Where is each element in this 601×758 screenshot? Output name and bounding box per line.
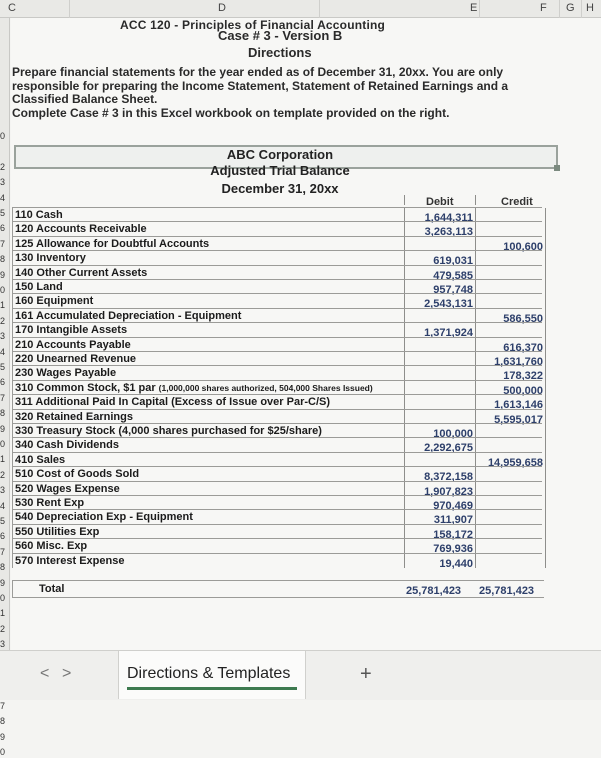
row-number[interactable]: 7 [0,700,6,711]
sheet-tab-directions[interactable] [118,651,306,699]
account-name [12,266,404,280]
row-number[interactable]: 4 [0,500,6,511]
table-row[interactable] [12,322,542,340]
row-number[interactable]: 3 [0,639,6,650]
company-name: ABC Corporation [226,147,334,162]
credit-amount: 500,000 [503,384,543,397]
account-name [12,525,404,539]
debit-amount: 158,172 [433,528,473,541]
column-letter: H [586,2,594,14]
credit-cell[interactable] [476,510,546,524]
directions-text: Prepare financial statements for the year ended as of December 31, 20xx. You are only responsible for preparing the Income Statement, Statement of Retained Earnings and a Classified Balance Sheet. [12,65,509,106]
directions-text-2: Complete Case # 3 in this Excel workbook on template provided on the right. [12,105,450,120]
row-number[interactable]: 7 [0,238,6,249]
debit-cell[interactable] [404,410,476,424]
debit-amount: 2,292,675 [424,442,473,455]
account-name [12,410,404,424]
row-number[interactable]: 9 [0,269,6,280]
table-row[interactable] [12,466,542,484]
row-number[interactable]: 6 [0,377,6,388]
credit-amount: 5,595,017 [494,413,543,426]
row-number[interactable]: 4 [0,192,6,203]
next-sheet-button[interactable]: > [62,665,72,682]
debit-amount: 1,644,311 [424,212,473,224]
total-label: Total [39,583,65,595]
account-name-text: 320 Retained Earnings [15,410,133,423]
row-number[interactable]: 1 [0,454,6,465]
account-name [12,395,404,409]
debit-cell[interactable] [404,381,476,395]
debit-amount: 1,371,924 [424,327,473,340]
table-row[interactable] [12,337,543,354]
account-name-text: 330 Treasury Stock (4,000 shares purchased for $25/share) [15,425,322,437]
account-name-text: 340 Cash Dividends [15,439,119,452]
credit-amount: 586,550 [503,312,543,325]
row-number[interactable]: 0 [0,439,6,449]
debit-amount: 2,543,131 [424,298,473,311]
debit-amount: 100,000 [433,428,473,440]
row-number[interactable]: 2 [0,469,6,480]
credit-amount: 1,613,146 [494,399,543,412]
debit-amount: 1,907,823 [424,485,473,498]
account-name [12,554,404,568]
table-row[interactable] [12,293,542,311]
table-row[interactable] [12,481,542,498]
credit-cell[interactable] [476,208,546,222]
account-name [12,208,404,222]
account-name [12,438,404,452]
account-name [12,496,404,510]
column-header-e[interactable] [320,0,480,18]
account-name-text: 120 Accounts Receivable [15,223,147,236]
account-name [12,381,404,395]
table-row[interactable] [12,351,543,368]
row-number[interactable]: 7 [0,392,6,403]
table-row[interactable] [12,538,542,556]
column-header-g[interactable] [560,0,582,18]
account-name [12,482,404,496]
debit-cell[interactable] [404,309,476,323]
active-tab-indicator [127,687,297,690]
row-number[interactable]: 0 [0,131,6,141]
row-number[interactable]: 2 [0,315,6,326]
row-number[interactable]: 5 [0,208,6,218]
account-name [12,323,404,337]
row-number[interactable]: 9 [0,731,6,742]
statement-date: December 31, 20xx [221,181,339,196]
account-name [12,309,404,323]
credit-cell[interactable] [476,438,546,452]
account-name-text: 220 Unearned Revenue [15,353,137,365]
row-number[interactable]: 5 [0,362,6,372]
credit-cell[interactable] [476,554,546,568]
debit-cell[interactable] [404,338,476,352]
previous-sheet-button[interactable]: < [40,665,50,682]
account-name [12,366,404,380]
table-row[interactable] [12,279,542,296]
column-header-bar [0,0,601,18]
debit-cell[interactable] [404,395,476,409]
account-name-text: 311 Additional Paid In Capital (Excess of Issue over Par-C/S) [15,396,331,409]
row-number[interactable]: 3 [0,177,6,188]
account-name-text: 530 Rent Exp [15,497,85,509]
table-row[interactable] [12,437,542,455]
account-name-text: 110 Cash [15,209,63,221]
debit-amount: 769,936 [433,543,473,556]
credit-cell[interactable] [476,222,546,236]
credit-amount: 100,600 [503,240,543,253]
debit-amount: 3,263,113 [424,226,473,239]
case-title: Case # 3 - Version B [218,28,343,43]
row-number[interactable]: 3 [0,331,6,342]
debit-cell[interactable] [404,352,476,366]
column-letter: C [8,2,16,14]
debit-amount: 311,907 [433,514,473,527]
account-name [12,294,404,308]
row-number[interactable]: 8 [0,254,6,265]
debit-cell[interactable] [404,237,476,251]
table-row[interactable] [12,553,542,570]
row-number[interactable]: 0 [0,747,6,757]
table-row[interactable] [12,495,542,512]
course-title: ACC 120 - Principles of Financial Accounting [120,18,386,32]
account-name-text: 410 Sales [15,453,66,466]
column-header-d[interactable] [70,0,320,18]
account-name [12,237,404,251]
total-credit: 25,781,423 [479,585,535,597]
account-name-text: 170 Intangible Assets [15,324,128,337]
row-number[interactable]: 1 [0,608,6,619]
table-row[interactable] [12,524,542,541]
row-number[interactable]: 3 [0,485,6,496]
credit-cell[interactable] [476,467,546,481]
credit-cell[interactable] [476,482,546,496]
column-letter: G [566,2,575,14]
column-header-h[interactable] [582,0,601,18]
row-number[interactable]: 0 [0,285,6,295]
directions-paragraph [12,66,552,120]
account-name-text: 560 Misc. Exp [15,540,88,553]
row-number[interactable]: 0 [0,593,6,603]
account-name-text: 130 Inventory [15,252,86,265]
table-row[interactable] [12,380,543,397]
table-row[interactable] [12,509,542,527]
table-row[interactable] [12,409,543,426]
credit-cell[interactable] [476,294,546,308]
credit-cell[interactable] [476,539,546,553]
credit-cell[interactable] [476,525,546,539]
row-number[interactable]: 7 [0,546,6,557]
table-row[interactable] [12,365,543,383]
account-name-text: 550 Utilities Exp [15,525,100,538]
table-row[interactable] [12,265,542,282]
row-number[interactable]: 6 [0,223,6,234]
account-note: (1,000,000 shares authorized, 504,000 Shares Issued) [158,382,373,393]
row-number[interactable]: 1 [0,300,6,311]
statement-title: Adjusted Trial Balance [210,163,350,178]
credit-amount: 14,959,658 [487,456,543,469]
account-name-text: 140 Other Current Assets [15,266,148,279]
account-name [12,510,404,524]
total-row [12,580,544,598]
debit-amount: 970,469 [433,500,473,512]
account-name-text: 520 Wages Expense [15,482,120,495]
row-number[interactable]: 9 [0,577,6,588]
account-name [12,352,404,366]
directions-title: Directions [248,45,312,60]
credit-header: Credit [501,196,533,208]
column-letter: D [218,2,226,14]
credit-amount: 178,322 [503,370,543,383]
debit-amount: 957,748 [433,284,473,296]
account-name-text: 570 Interest Expense [15,554,125,567]
debit-amount: 479,585 [433,269,473,282]
row-number[interactable]: 9 [0,423,6,434]
debit-amount: 19,440 [439,557,473,570]
account-name-text: 160 Equipment [15,295,94,308]
account-name-text: 125 Allowance for Doubtful Accounts [15,237,210,250]
credit-cell[interactable] [476,323,546,337]
table-row[interactable] [12,452,543,469]
total-debit: 25,781,423 [406,585,462,597]
account-name [12,424,404,438]
row-number[interactable]: 8 [0,408,6,419]
row-number[interactable]: 8 [0,716,6,727]
account-name-text: 210 Accounts Payable [15,338,131,351]
column-letter: F [540,2,547,14]
column-letter: E [470,2,478,14]
account-name-text: 230 Wages Payable [15,367,117,380]
row-number[interactable]: 5 [0,516,6,526]
credit-cell[interactable] [476,424,546,438]
row-number[interactable]: 8 [0,562,6,573]
row-number[interactable]: 2 [0,161,6,172]
debit-cell[interactable] [404,453,476,467]
table-row[interactable] [12,221,542,239]
debit-header: Debit [426,196,454,208]
sheet-tab-bar [0,650,601,700]
row-number-strip [0,18,10,757]
table-row[interactable] [12,236,543,253]
debit-amount: 8,372,158 [424,471,473,484]
account-name [12,338,404,352]
debit-amount: 619,031 [433,255,473,268]
credit-amount: 1,631,760 [494,356,543,368]
account-name [12,280,404,294]
row-number[interactable]: 6 [0,531,6,542]
row-number[interactable]: 4 [0,346,6,357]
row-number[interactable]: 2 [0,623,6,634]
add-sheet-button[interactable]: + [360,663,372,685]
credit-amount: 616,370 [503,341,543,354]
account-name [12,467,404,481]
account-name-text: 150 Land [15,281,63,293]
credit-cell[interactable] [476,251,546,265]
account-name-text: 310 Common Stock, $1 par [15,381,156,394]
debit-cell[interactable] [404,366,476,380]
account-name [12,251,404,265]
table-row[interactable] [12,308,543,325]
table-row[interactable] [12,250,542,268]
credit-cell[interactable] [476,266,546,280]
table-row[interactable] [12,423,542,440]
account-name [12,222,404,236]
account-name-text: 510 Cost of Goods Sold [15,468,140,481]
table-row[interactable] [12,207,542,224]
table-row[interactable] [12,394,543,412]
account-name-text: 161 Accumulated Depreciation - Equipment [15,309,242,322]
account-name [12,453,404,467]
account-name [12,539,404,553]
credit-cell[interactable] [476,496,546,510]
sheet-tab-label: Directions & Templates [127,665,291,682]
column-header-f[interactable] [480,0,560,18]
account-name-text: 540 Depreciation Exp - Equipment [15,511,193,524]
column-header-c[interactable] [0,0,70,18]
credit-cell[interactable] [476,280,546,294]
